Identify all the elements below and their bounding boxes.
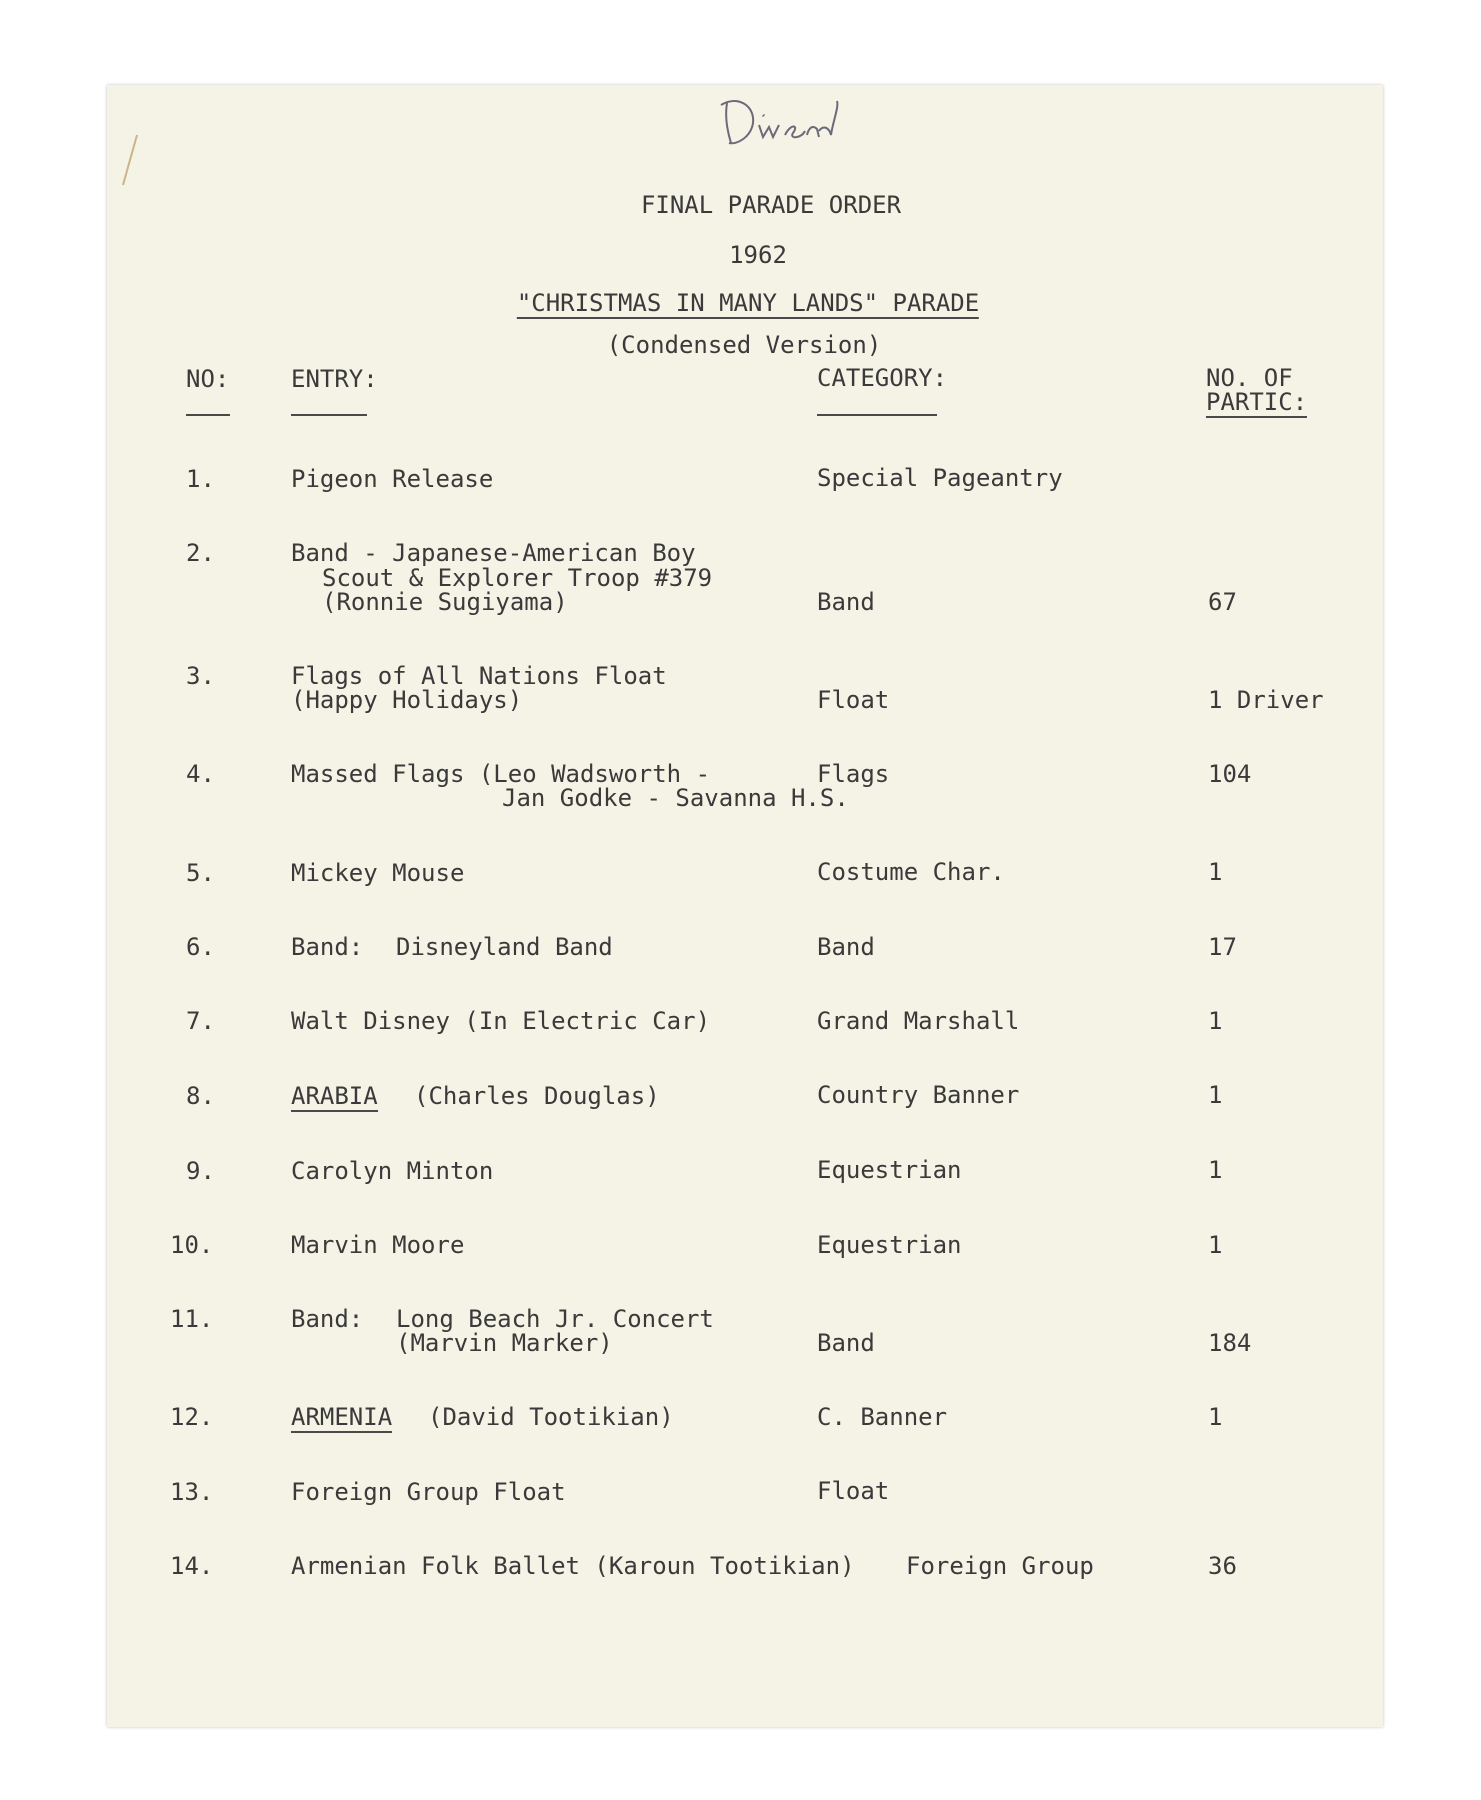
row-3-partic: 1 Driver: [1208, 686, 1324, 714]
document-title: FINAL PARADE ORDER: [640, 191, 902, 219]
row-8-partic: 1: [1208, 1081, 1223, 1109]
row-10-no: 10.: [170, 1231, 214, 1259]
document-page: [107, 85, 1383, 1727]
column-header-entry: ENTRY:: [291, 365, 378, 393]
row-6-category: Band: [817, 933, 875, 961]
row-10-entry: Marvin Moore: [291, 1231, 465, 1259]
paper-scuff-mark: [117, 125, 145, 195]
column-header-no: NO:: [186, 365, 230, 393]
row-13-entry: Foreign Group Float: [291, 1478, 566, 1506]
row-11-entry-label: Band:: [291, 1305, 364, 1333]
row-13-no: 13.: [170, 1478, 214, 1506]
row-1-no: 1.: [186, 465, 215, 493]
row-3-category: Float: [817, 686, 890, 714]
row-8-no: 8.: [186, 1082, 215, 1110]
row-9-partic: 1: [1208, 1156, 1223, 1184]
row-4-category: Flags: [817, 760, 890, 788]
row-4-entry-line2: Jan Godke - Savanna H.S.: [502, 784, 849, 812]
row-11-no: 11.: [170, 1305, 214, 1333]
row-12-entry-person: (David Tootikian): [428, 1403, 674, 1431]
row-5-entry: Mickey Mouse: [291, 859, 465, 887]
row-5-partic: 1: [1208, 858, 1223, 886]
row-6-partic: 17: [1208, 933, 1237, 961]
row-11-category: Band: [817, 1329, 875, 1357]
row-14-partic: 36: [1208, 1552, 1237, 1580]
row-10-partic: 1: [1208, 1231, 1223, 1259]
row-9-category: Equestrian: [817, 1156, 962, 1184]
row-5-no: 5.: [186, 859, 215, 887]
row-7-category: Grand Marshall: [817, 1007, 1020, 1035]
row-7-no: 7.: [186, 1007, 215, 1035]
no-underline: [186, 414, 230, 416]
row-12-partic: 1: [1208, 1403, 1223, 1431]
row-9-entry: Carolyn Minton: [291, 1157, 494, 1185]
row-7-partic: 1: [1208, 1007, 1223, 1035]
parade-name: "CHRISTMAS IN MANY LANDS" PARADE: [516, 289, 980, 317]
row-9-no: 9.: [186, 1157, 215, 1185]
row-4-partic: 104: [1208, 760, 1252, 788]
row-2-entry-line1: Band - Japanese-American Boy: [291, 539, 696, 567]
document-year: 1962: [729, 241, 787, 269]
row-11-partic: 184: [1208, 1329, 1252, 1357]
row-10-category: Equestrian: [817, 1231, 962, 1259]
row-11-entry-line2: (Marvin Marker): [396, 1329, 613, 1357]
entry-underline: [291, 414, 367, 416]
row-7-entry: Walt Disney (In Electric Car): [291, 1007, 711, 1035]
row-2-entry-line3: (Ronnie Sugiyama): [322, 588, 568, 616]
column-header-category: CATEGORY:: [817, 364, 948, 392]
row-1-entry: Pigeon Release: [291, 465, 494, 493]
handwritten-signature: [707, 85, 857, 155]
row-8-entry-country: ARABIA: [291, 1082, 378, 1110]
version-note: (Condensed Version): [606, 331, 882, 359]
row-14-category: Foreign Group: [906, 1552, 1094, 1580]
row-6-entry-label: Band:: [291, 933, 364, 961]
row-2-partic: 67: [1208, 588, 1237, 616]
row-13-category: Float: [817, 1477, 890, 1505]
category-underline: [817, 414, 937, 416]
row-6-entry-name: Disneyland Band: [396, 933, 613, 961]
row-4-no: 4.: [186, 760, 215, 788]
row-2-no: 2.: [186, 539, 215, 567]
row-1-category: Special Pageantry: [817, 464, 1063, 492]
row-3-entry-line1: Flags of All Nations Float: [291, 662, 667, 690]
row-8-category: Country Banner: [817, 1081, 1020, 1109]
column-header-partic-line2: PARTIC:: [1206, 388, 1308, 416]
row-4-entry-line1: Massed Flags (Leo Wadsworth -: [291, 760, 711, 788]
row-3-no: 3.: [186, 662, 215, 690]
row-12-no: 12.: [170, 1403, 214, 1431]
row-8-entry-person: (Charles Douglas): [414, 1082, 660, 1110]
row-5-category: Costume Char.: [817, 858, 1005, 886]
row-6-no: 6.: [186, 933, 215, 961]
row-12-entry-country: ARMENIA: [291, 1403, 393, 1431]
row-14-no: 14.: [170, 1552, 214, 1580]
row-3-entry-line2: (Happy Holidays): [291, 686, 523, 714]
column-header-partic-line1: NO. OF: [1206, 364, 1293, 392]
row-2-entry-line2: Scout & Explorer Troop #379: [322, 564, 713, 592]
row-2-category: Band: [817, 588, 875, 616]
row-11-entry-line1: Long Beach Jr. Concert: [396, 1305, 714, 1333]
row-14-entry: Armenian Folk Ballet (Karoun Tootikian): [291, 1552, 855, 1580]
row-12-category: C. Banner: [817, 1403, 948, 1431]
